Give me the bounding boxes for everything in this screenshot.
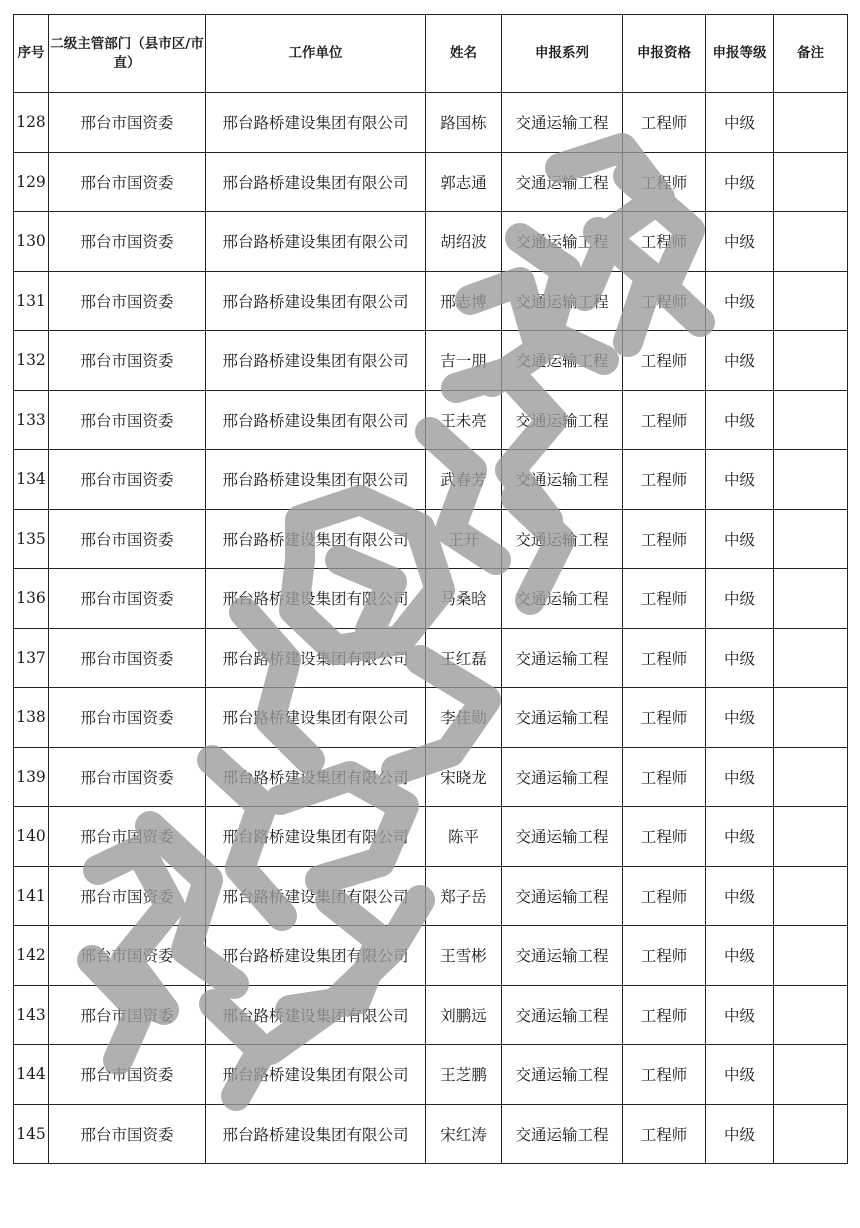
cell-seq: 134	[14, 450, 49, 510]
cell-name: 王红磊	[426, 628, 502, 688]
cell-qualification: 工程师	[623, 271, 706, 331]
cell-level: 中级	[706, 569, 774, 629]
cell-series: 交通运输工程	[502, 866, 623, 926]
cell-unit: 邢台路桥建设集团有限公司	[206, 569, 426, 629]
header-level: 申报等级	[706, 15, 774, 93]
cell-dept: 邢台市国资委	[49, 93, 206, 153]
cell-unit: 邢台路桥建设集团有限公司	[206, 747, 426, 807]
cell-remark	[774, 688, 848, 748]
cell-unit: 邢台路桥建设集团有限公司	[206, 688, 426, 748]
cell-dept: 邢台市国资委	[49, 271, 206, 331]
cell-qualification: 工程师	[623, 807, 706, 867]
cell-seq: 128	[14, 93, 49, 153]
table-row	[14, 985, 848, 1045]
cell-seq: 130	[14, 212, 49, 272]
cell-dept: 邢台市国资委	[49, 866, 206, 926]
cell-series: 交通运输工程	[502, 152, 623, 212]
cell-unit: 邢台路桥建设集团有限公司	[206, 807, 426, 867]
cell-level: 中级	[706, 628, 774, 688]
cell-name: 李佳勋	[426, 688, 502, 748]
cell-name: 吉一朋	[426, 331, 502, 391]
cell-seq: 142	[14, 926, 49, 986]
cell-qualification: 工程师	[623, 1045, 706, 1105]
table-row	[14, 807, 848, 867]
cell-remark	[774, 450, 848, 510]
cell-level: 中级	[706, 926, 774, 986]
cell-series: 交通运输工程	[502, 93, 623, 153]
cell-seq: 141	[14, 866, 49, 926]
cell-unit: 邢台路桥建设集团有限公司	[206, 926, 426, 986]
table-body	[14, 93, 848, 1164]
cell-series: 交通运输工程	[502, 807, 623, 867]
header-dept: 二级主管部门（县市区/市直）	[49, 15, 206, 93]
cell-level: 中级	[706, 807, 774, 867]
cell-level: 中级	[706, 152, 774, 212]
cell-name: 刘鹏远	[426, 985, 502, 1045]
cell-unit: 邢台路桥建设集团有限公司	[206, 212, 426, 272]
cell-name: 路国栋	[426, 93, 502, 153]
cell-name: 武春芳	[426, 450, 502, 510]
cell-level: 中级	[706, 1045, 774, 1105]
table-row	[14, 152, 848, 212]
cell-level: 中级	[706, 1104, 774, 1164]
table-row	[14, 926, 848, 986]
cell-series: 交通运输工程	[502, 1045, 623, 1105]
cell-series: 交通运输工程	[502, 747, 623, 807]
cell-unit: 邢台路桥建设集团有限公司	[206, 390, 426, 450]
table-row	[14, 331, 848, 391]
cell-remark	[774, 212, 848, 272]
cell-series: 交通运输工程	[502, 212, 623, 272]
cell-level: 中级	[706, 93, 774, 153]
cell-seq: 144	[14, 1045, 49, 1105]
cell-seq: 132	[14, 331, 49, 391]
cell-series: 交通运输工程	[502, 985, 623, 1045]
cell-level: 中级	[706, 271, 774, 331]
cell-unit: 邢台路桥建设集团有限公司	[206, 866, 426, 926]
cell-dept: 邢台市国资委	[49, 569, 206, 629]
table-row	[14, 1045, 848, 1105]
cell-unit: 邢台路桥建设集团有限公司	[206, 450, 426, 510]
cell-dept: 邢台市国资委	[49, 331, 206, 391]
cell-seq: 135	[14, 509, 49, 569]
table-row	[14, 450, 848, 510]
cell-unit: 邢台路桥建设集团有限公司	[206, 628, 426, 688]
table-row	[14, 1104, 848, 1164]
cell-series: 交通运输工程	[502, 450, 623, 510]
cell-dept: 邢台市国资委	[49, 628, 206, 688]
cell-level: 中级	[706, 985, 774, 1045]
cell-name: 邢志博	[426, 271, 502, 331]
cell-seq: 145	[14, 1104, 49, 1164]
table-row	[14, 569, 848, 629]
cell-name: 郑子岳	[426, 866, 502, 926]
header-seq: 序号	[14, 15, 49, 93]
cell-series: 交通运输工程	[502, 569, 623, 629]
cell-seq: 140	[14, 807, 49, 867]
table-row	[14, 390, 848, 450]
cell-level: 中级	[706, 212, 774, 272]
cell-name: 胡绍波	[426, 212, 502, 272]
table-row	[14, 688, 848, 748]
table-header-row	[14, 15, 848, 93]
cell-series: 交通运输工程	[502, 390, 623, 450]
header-qualification: 申报资格	[623, 15, 706, 93]
cell-unit: 邢台路桥建设集团有限公司	[206, 152, 426, 212]
cell-series: 交通运输工程	[502, 628, 623, 688]
cell-dept: 邢台市国资委	[49, 1045, 206, 1105]
cell-unit: 邢台路桥建设集团有限公司	[206, 93, 426, 153]
cell-unit: 邢台路桥建设集团有限公司	[206, 985, 426, 1045]
cell-remark	[774, 985, 848, 1045]
cell-qualification: 工程师	[623, 569, 706, 629]
cell-qualification: 工程师	[623, 866, 706, 926]
cell-dept: 邢台市国资委	[49, 152, 206, 212]
cell-dept: 邢台市国资委	[49, 926, 206, 986]
cell-remark	[774, 569, 848, 629]
cell-remark	[774, 331, 848, 391]
cell-level: 中级	[706, 450, 774, 510]
cell-dept: 邢台市国资委	[49, 807, 206, 867]
cell-name: 陈平	[426, 807, 502, 867]
cell-unit: 邢台路桥建设集团有限公司	[206, 331, 426, 391]
cell-qualification: 工程师	[623, 212, 706, 272]
cell-remark	[774, 1104, 848, 1164]
cell-series: 交通运输工程	[502, 926, 623, 986]
cell-qualification: 工程师	[623, 1104, 706, 1164]
header-unit: 工作单位	[206, 15, 426, 93]
cell-series: 交通运输工程	[502, 688, 623, 748]
cell-remark	[774, 509, 848, 569]
cell-dept: 邢台市国资委	[49, 212, 206, 272]
cell-remark	[774, 271, 848, 331]
cell-remark	[774, 866, 848, 926]
cell-seq: 137	[14, 628, 49, 688]
cell-qualification: 工程师	[623, 926, 706, 986]
cell-qualification: 工程师	[623, 747, 706, 807]
cell-dept: 邢台市国资委	[49, 985, 206, 1045]
cell-qualification: 工程师	[623, 93, 706, 153]
cell-series: 交通运输工程	[502, 509, 623, 569]
cell-remark	[774, 152, 848, 212]
cell-seq: 139	[14, 747, 49, 807]
table-row	[14, 212, 848, 272]
table-row	[14, 93, 848, 153]
cell-level: 中级	[706, 747, 774, 807]
cell-series: 交通运输工程	[502, 271, 623, 331]
cell-qualification: 工程师	[623, 331, 706, 391]
cell-dept: 邢台市国资委	[49, 747, 206, 807]
cell-dept: 邢台市国资委	[49, 1104, 206, 1164]
cell-qualification: 工程师	[623, 628, 706, 688]
cell-remark	[774, 926, 848, 986]
table-row	[14, 747, 848, 807]
cell-qualification: 工程师	[623, 985, 706, 1045]
cell-unit: 邢台路桥建设集团有限公司	[206, 1104, 426, 1164]
cell-qualification: 工程师	[623, 152, 706, 212]
applicant-table	[13, 14, 848, 1164]
cell-level: 中级	[706, 866, 774, 926]
cell-remark	[774, 807, 848, 867]
cell-name: 宋晓龙	[426, 747, 502, 807]
cell-level: 中级	[706, 509, 774, 569]
cell-remark	[774, 93, 848, 153]
table-row	[14, 866, 848, 926]
header-name: 姓名	[426, 15, 502, 93]
cell-name: 宋红涛	[426, 1104, 502, 1164]
cell-name: 王雪彬	[426, 926, 502, 986]
cell-name: 郭志通	[426, 152, 502, 212]
cell-unit: 邢台路桥建设集团有限公司	[206, 271, 426, 331]
cell-name: 王芝鹏	[426, 1045, 502, 1105]
cell-qualification: 工程师	[623, 688, 706, 748]
cell-name: 王开	[426, 509, 502, 569]
cell-seq: 143	[14, 985, 49, 1045]
cell-qualification: 工程师	[623, 450, 706, 510]
cell-seq: 138	[14, 688, 49, 748]
cell-remark	[774, 747, 848, 807]
cell-level: 中级	[706, 331, 774, 391]
cell-seq: 131	[14, 271, 49, 331]
header-remark: 备注	[774, 15, 848, 93]
cell-dept: 邢台市国资委	[49, 450, 206, 510]
cell-seq: 129	[14, 152, 49, 212]
cell-level: 中级	[706, 688, 774, 748]
cell-unit: 邢台路桥建设集团有限公司	[206, 1045, 426, 1105]
cell-name: 马桑晗	[426, 569, 502, 629]
cell-dept: 邢台市国资委	[49, 390, 206, 450]
cell-seq: 133	[14, 390, 49, 450]
cell-series: 交通运输工程	[502, 331, 623, 391]
cell-remark	[774, 1045, 848, 1105]
cell-name: 王未亮	[426, 390, 502, 450]
cell-qualification: 工程师	[623, 390, 706, 450]
cell-dept: 邢台市国资委	[49, 688, 206, 748]
cell-qualification: 工程师	[623, 509, 706, 569]
table-row	[14, 509, 848, 569]
cell-level: 中级	[706, 390, 774, 450]
table-row	[14, 271, 848, 331]
header-series: 申报系列	[502, 15, 623, 93]
cell-seq: 136	[14, 569, 49, 629]
cell-dept: 邢台市国资委	[49, 509, 206, 569]
cell-series: 交通运输工程	[502, 1104, 623, 1164]
cell-unit: 邢台路桥建设集团有限公司	[206, 509, 426, 569]
table-row	[14, 628, 848, 688]
cell-remark	[774, 390, 848, 450]
cell-remark	[774, 628, 848, 688]
